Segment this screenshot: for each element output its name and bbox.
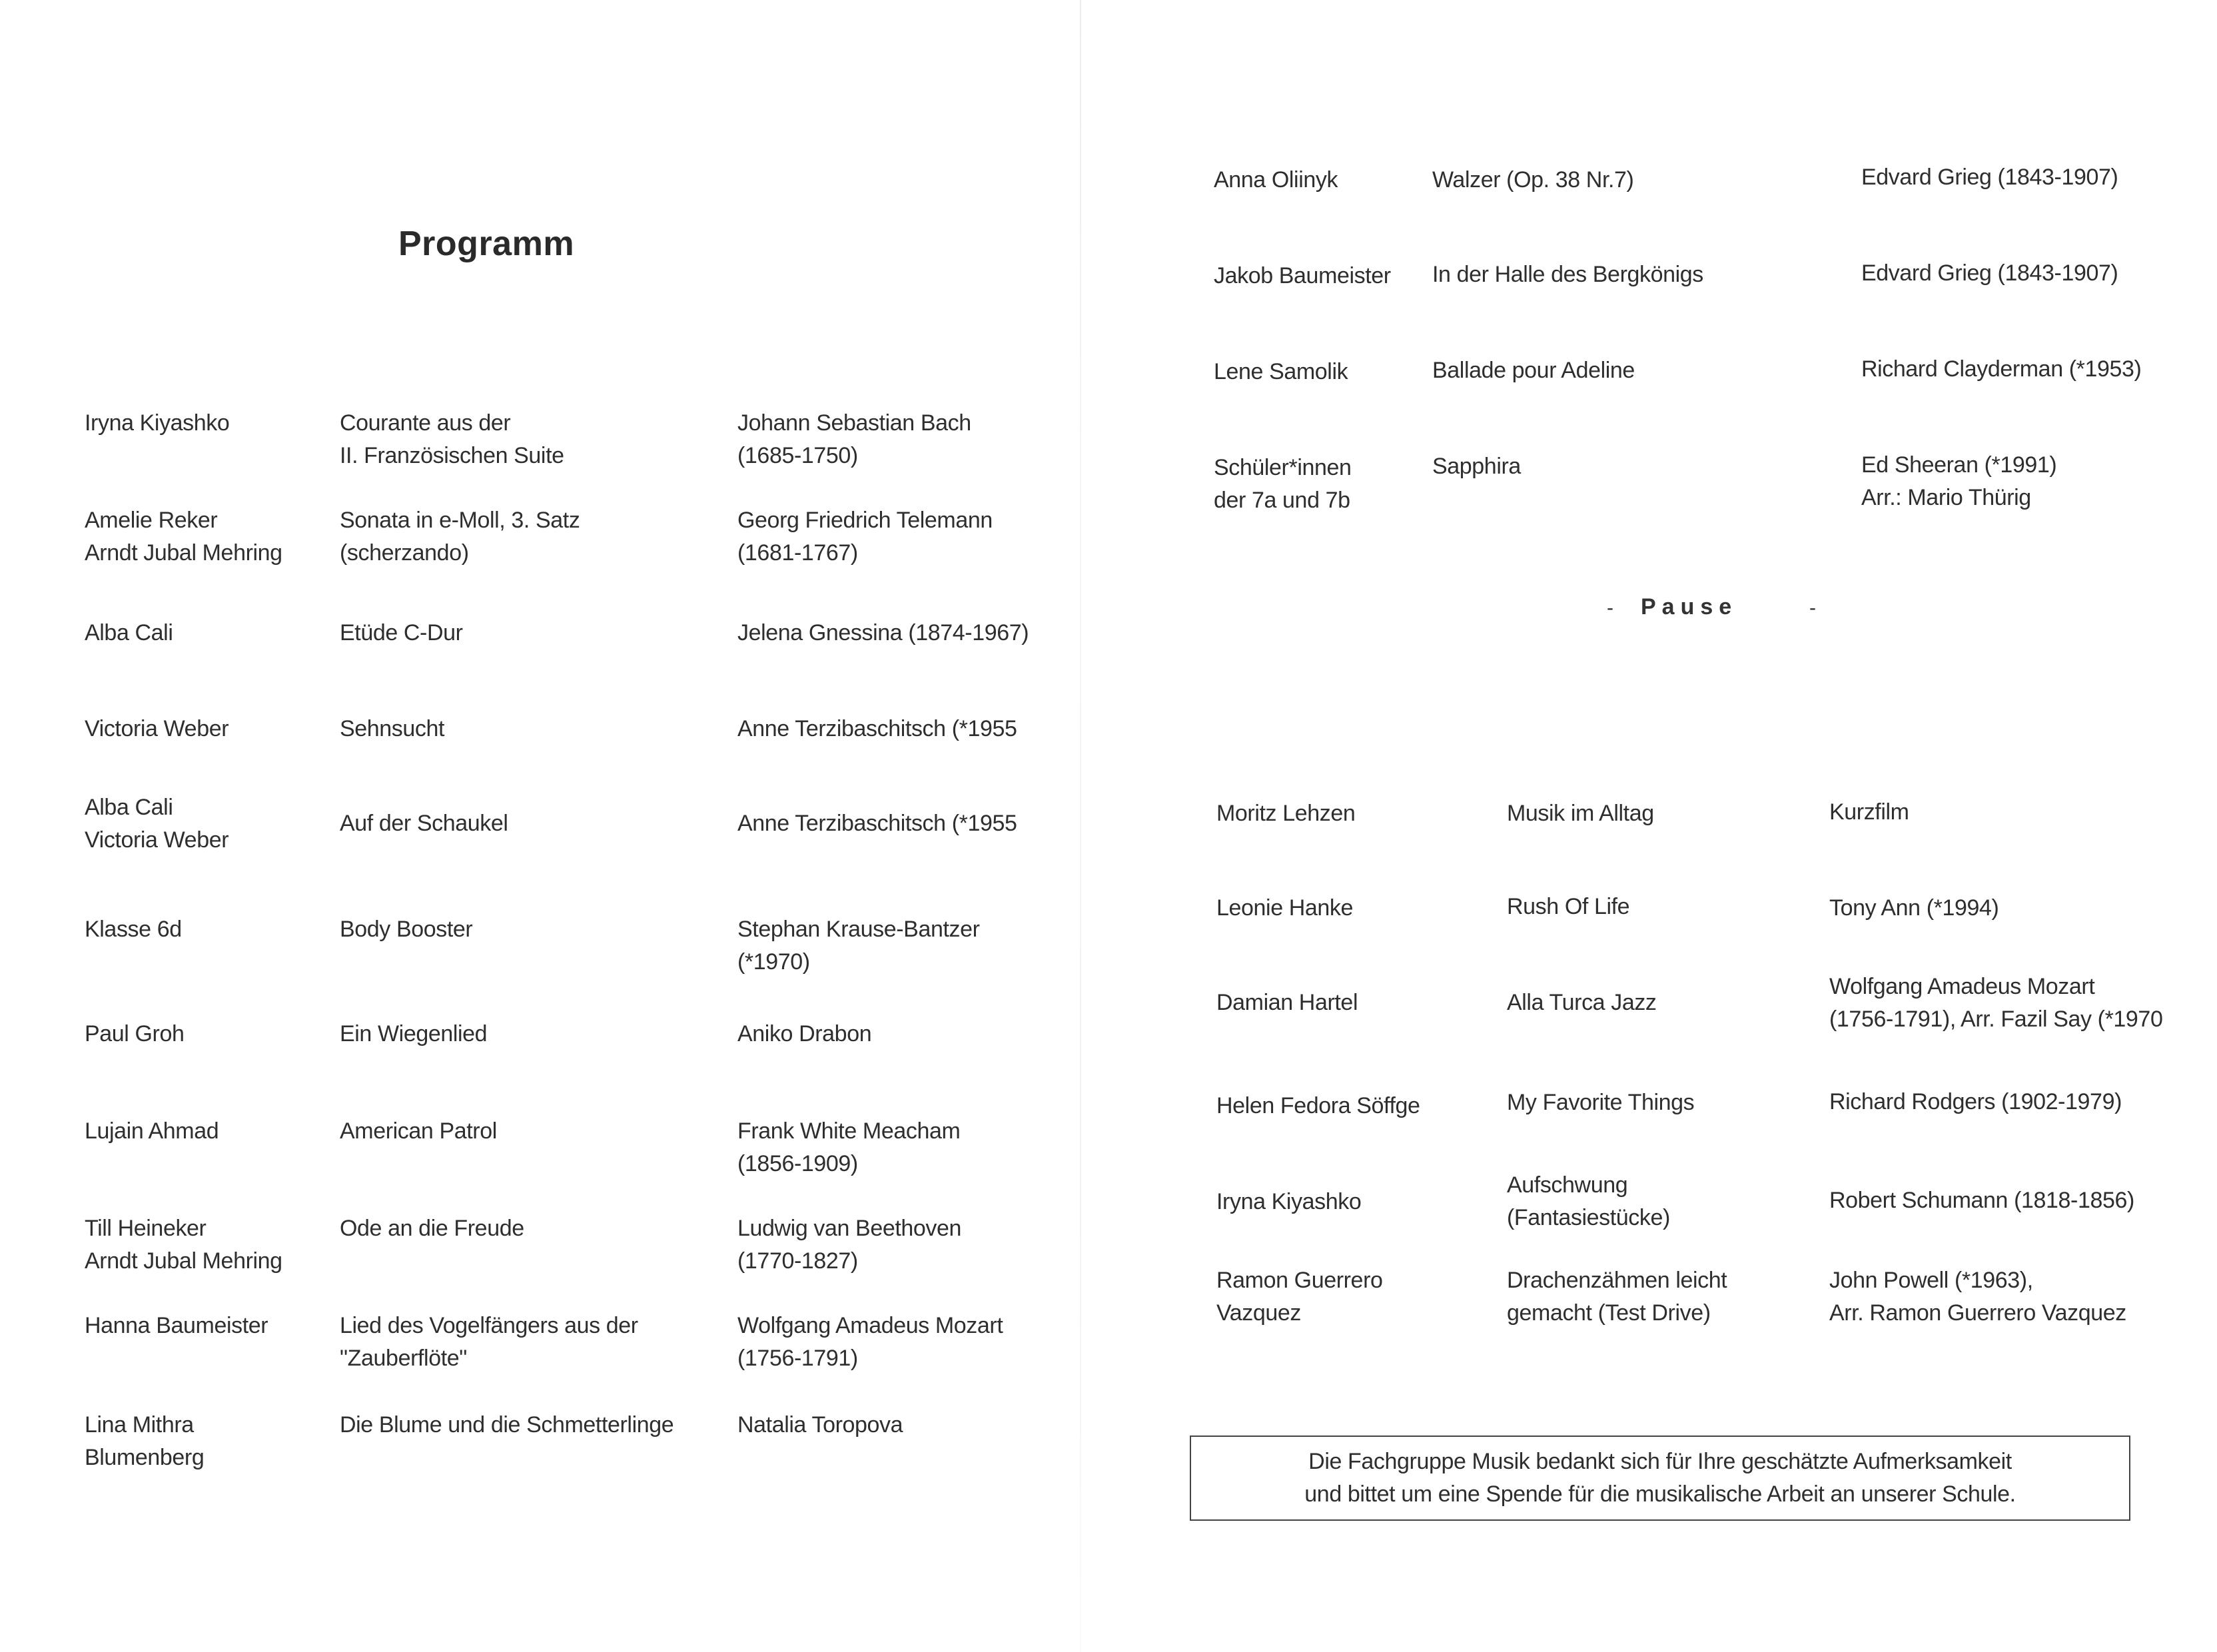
piece: My Favorite Things [1507, 1090, 1695, 1115]
piece: Walzer (Op. 38 Nr.7) [1432, 167, 1634, 193]
piece: Sonata in e-Moll, 3. Satz (scherzando) [340, 508, 580, 566]
piece: Ode an die Freude [340, 1216, 524, 1241]
piece: Ein Wiegenlied [340, 1021, 488, 1046]
piece: Die Blume und die Schmetterlinge [340, 1412, 674, 1438]
composer: Richard Clayderman (*1953) [1861, 356, 2142, 382]
donation-note-box [1190, 1436, 2130, 1521]
piece: Etüde C-Dur [340, 620, 463, 645]
performer: Leonie Hanke [1216, 895, 1354, 921]
composer: Richard Rodgers (1902-1979) [1829, 1089, 2122, 1114]
piece: Musik im Alltag [1507, 801, 1654, 826]
performer: Lujain Ahmad [85, 1118, 219, 1144]
piece: Auf der Schaukel [340, 811, 508, 836]
composer: Jelena Gnessina (1874-1967) [737, 620, 1029, 645]
page-title: Programm [398, 224, 575, 263]
piece: Ballade pour Adeline [1432, 358, 1635, 383]
piece: American Patrol [340, 1118, 497, 1144]
page-fold-line [1080, 0, 1081, 1652]
composer: Johann Sebastian Bach (1685-1750) [737, 410, 971, 468]
composer: Natalia Toropova [737, 1412, 903, 1438]
performer: Klasse 6d [85, 917, 182, 942]
composer: Georg Friedrich Telemann (1681-1767) [737, 508, 993, 566]
piece: Alla Turca Jazz [1507, 990, 1657, 1015]
composer: Wolfgang Amadeus Mozart (1756-1791), Arr. Fazil Say (*1970 [1829, 974, 2163, 1032]
piece: Body Booster [340, 917, 473, 942]
donation-note-line: Die Fachgruppe Musik bedankt sich für Ihre geschätzte Aufmerksamkeit [1308, 1449, 2012, 1474]
donation-note-line: und bittet um eine Spende für die musikalische Arbeit an unserer Schule. [1304, 1481, 2016, 1507]
composer: Tony Ann (*1994) [1829, 895, 1999, 921]
composer: Aniko Drabon [737, 1021, 872, 1046]
composer: Robert Schumann (1818-1856) [1829, 1188, 2134, 1213]
piece: Aufschwung (Fantasiestücke) [1507, 1172, 1670, 1230]
performer: Paul Groh [85, 1021, 185, 1046]
piece: Sehnsucht [340, 716, 445, 741]
performer: Ramon Guerrero Vazquez [1216, 1268, 1383, 1326]
performer: Moritz Lehzen [1216, 801, 1356, 826]
composer: Kurzfilm [1829, 799, 1909, 825]
dash-right: - [1809, 597, 1816, 619]
pause-label: Pause [1641, 594, 1738, 620]
composer: Wolfgang Amadeus Mozart (1756-1791) [737, 1313, 1003, 1371]
composer: Ed Sheeran (*1991) Arr.: Mario Thürig [1861, 452, 2057, 510]
composer: Stephan Krause-Bantzer (*1970) [737, 917, 980, 975]
piece: Courante aus der II. Französischen Suite [340, 410, 564, 468]
composer: Frank White Meacham (1856-1909) [737, 1118, 961, 1176]
composer: John Powell (*1963), Arr. Ramon Guerrero Vazquez [1829, 1268, 2126, 1326]
composer: Anne Terzibaschitsch (*1955 [737, 811, 1017, 836]
performer: Alba Cali Victoria Weber [85, 795, 229, 853]
performer: Lina Mithra Blumenberg [85, 1412, 205, 1470]
performer: Jakob Baumeister [1214, 263, 1391, 288]
composer: Ludwig van Beethoven (1770-1827) [737, 1216, 962, 1274]
performer: Schüler*innen der 7a und 7b [1214, 455, 1352, 513]
dash-left: - [1607, 597, 1613, 619]
performer: Anna Oliinyk [1214, 167, 1338, 193]
composer: Anne Terzibaschitsch (*1955 [737, 716, 1017, 741]
piece: Drachenzähmen leicht gemacht (Test Drive) [1507, 1268, 1727, 1326]
composer: Edvard Grieg (1843-1907) [1861, 260, 2118, 286]
performer: Iryna Kiyashko [1216, 1189, 1362, 1214]
performer: Alba Cali [85, 620, 173, 645]
piece: Lied des Vogelfängers aus der "Zauberflöte" [340, 1313, 638, 1371]
performer: Victoria Weber [85, 716, 229, 741]
piece: Sapphira [1432, 454, 1521, 479]
performer: Amelie Reker Arndt Jubal Mehring [85, 508, 282, 566]
piece: In der Halle des Bergkönigs [1432, 262, 1703, 287]
performer: Hanna Baumeister [85, 1313, 268, 1338]
performer: Till Heineker Arndt Jubal Mehring [85, 1216, 282, 1274]
performer: Helen Fedora Söffge [1216, 1093, 1420, 1118]
composer: Edvard Grieg (1843-1907) [1861, 165, 2118, 190]
performer: Iryna Kiyashko [85, 410, 230, 436]
performer: Damian Hartel [1216, 990, 1358, 1015]
performer: Lene Samolik [1214, 359, 1348, 384]
piece: Rush Of Life [1507, 894, 1630, 919]
